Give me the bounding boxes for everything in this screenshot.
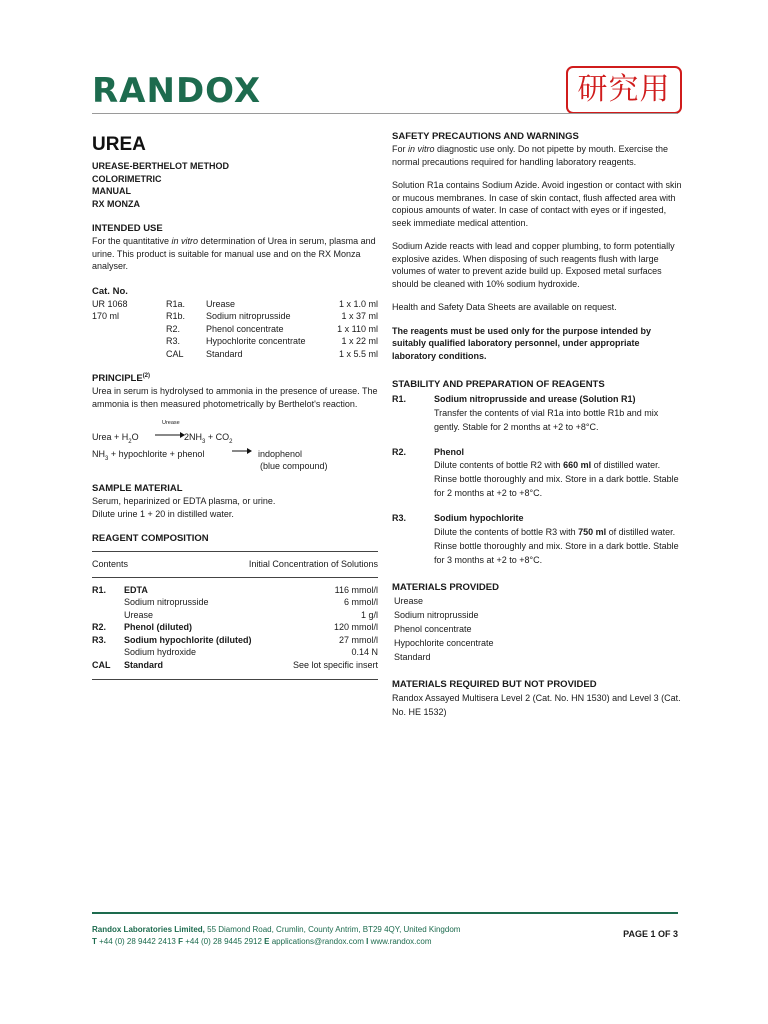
email-link[interactable]: applications@randox.com [269,937,367,946]
cat-item-qty: 1 x 37 ml [341,311,378,321]
eq1-catalyst: Urease [162,420,180,426]
table-row: Urease 1 g/l [124,609,378,620]
reaction-arrow-icon [155,430,185,438]
cat-code: UR 1068 [92,298,128,309]
safety-p3: Sodium Azide reacts with lead and copper plumbing, to form potentially explosive azides. When disposing of such reagents flush with large volumes of water to prevent azide build up. Exposed metal surfaces should be cleaned with 10% sodium hydroxide. [392,241,675,289]
table-row: Sodium hydroxide 0.14 N [124,647,378,657]
subtitle-line: MANUAL [92,186,131,196]
safety-heading: SAFETY PRECAUTIONS AND WARNINGS [392,131,579,142]
cat-item-id: R1a. [166,298,186,309]
left-column [92,134,378,680]
list-item: Urease [394,595,424,606]
reagent-code: R1. [392,394,407,404]
cat-table [92,298,378,361]
reagent-title: Sodium nitroprusside and urease (Solution R1) [434,394,636,404]
table-header [92,552,378,577]
cat-item-name: Hypochlorite concentrate [206,336,306,346]
list-item: Sodium nitroprusside [394,609,479,620]
materials-provided-list [392,594,682,664]
reaction-equation-2 [92,444,378,470]
footer-divider [92,912,678,914]
safety-p1: For in vitro diagnostic use only. Do not pipette by mouth. Exercise the normal precautions required for handling laboratory reagents. [392,144,668,167]
table-row: R3. Sodium hypochlorite (diluted) 27 mmol/l [92,634,378,645]
reagent-r3 [392,512,682,567]
cat-item-id: R3. [166,336,181,346]
table-row: R2. Phenol (diluted) 120 mmol/l [92,622,378,632]
eq2-product-note: (blue compound) [260,461,328,471]
cat-item-qty: 1 x 110 ml [337,323,378,334]
reagent-text: Transfer the contents of vial R1a into bottle R1b and mix gently. Stable for 2 months at +2 to +8°C. [434,407,659,432]
eq1-products: $2NH_3 + CO_2$ [184,432,233,445]
reagent-code: R2. [392,446,407,457]
reagent-r2 [392,446,682,501]
cat-row [92,348,378,361]
list-item: Standard [394,651,431,662]
principle-text: Urea in serum is hydrolysed to ammonia in the presence of urease. The ammonia is then measured photometrically by Berthelot's reaction. [92,386,378,409]
reaction-equation-1 [92,420,378,444]
page-title: UREA [92,134,146,155]
cat-item-qty: 1 x 22 ml [341,336,378,346]
sample-material-heading: SAMPLE MATERIAL [92,483,183,494]
table-row: Sodium nitroprusside 6 mmol/l [124,597,378,607]
cat-item-qty: 1 x 5.5 ml [338,348,378,359]
table-bottom-rule [92,679,378,680]
sample-line: Serum, heparinized or EDTA plasma, or urine. [92,496,276,506]
eq1-reactants: Urea + $H_2O$ [92,432,139,445]
research-use-stamp: 研究用 [566,66,682,114]
subtitle-line: COLORIMETRIC [92,173,162,184]
intended-use-heading: INTENDED USE [92,223,163,234]
cat-row [92,335,378,348]
randox-logo: RANDOX [92,71,262,111]
materials-required-text: Randox Assayed Multisera Level 2 (Cat. No. HN 1530) and Level 3 (Cat. No. HE 1532) [392,692,681,717]
materials-provided-heading: MATERIALS PROVIDED [392,581,499,593]
right-column [392,130,682,719]
reagent-composition-heading: REAGENT COMPOSITION [92,533,209,544]
list-item: Phenol concentrate [394,623,472,634]
materials-required-heading: MATERIALS REQUIRED BUT NOT PROVIDED [392,678,597,690]
sample-line: Dilute urine 1 + 20 in distilled water. [92,508,234,519]
method-subtitles [92,160,378,210]
website-link[interactable]: www.randox.com [368,937,432,946]
cat-row [92,298,378,311]
reagent-title: Sodium hypochlorite [434,513,524,523]
intended-use-text: For the quantitative in vitro determination of Urea in serum, plasma and urine. This product is suitable for manual use and on the RX Monza analyser. [92,236,376,271]
reaction-arrow-icon [232,447,252,455]
list-item: Hypochlorite concentrate [394,637,494,648]
cat-item-name: Urease [206,298,236,309]
composition-table [92,584,378,672]
safety-p4: Health and Safety Data Sheets are available on request. [392,302,617,312]
cat-item-id: R2. [166,323,181,334]
cat-item-id: CAL [166,348,184,359]
cat-row [92,323,378,336]
safety-p5: The reagents must be used only for the purpose intended by suitably qualified laboratory personnel, under appropriate laboratory conditions. [392,325,652,361]
reagent-title: Phenol [434,446,465,457]
page-number: PAGE 1 OF 3 [623,929,678,939]
cat-no-heading: Cat. No. [92,285,128,297]
cat-item-name: Phenol concentrate [206,323,284,334]
table-row: CAL Standard See lot specific insert [92,659,378,670]
subtitle-line: RX MONZA [92,198,140,209]
stability-heading: STABILITY AND PREPARATION OF REAGENTS [392,379,605,390]
cat-item-name: Sodium nitroprusside [206,311,291,321]
col-concentration: Initial Concentration of Solutions [248,559,378,569]
principle-heading: PRINCIPLE$^{(2)}$ [92,372,151,384]
safety-p2: Solution R1a contains Sodium Azide. Avoid ingestion or contact with skin or mucous membranes. In case of skin contact, flush affected area with copious amounts of water. In case of contact with eyes or if ingested, seek immediate medical attention. [392,180,682,228]
col-contents: Contents [92,559,129,569]
reagent-code: R3. [392,513,407,523]
cat-item-name: Standard [206,348,243,359]
header-divider [92,113,678,114]
cat-row [92,310,378,323]
subtitle-line: UREASE-BERTHELOT METHOD [92,161,229,171]
table-row: R1. EDTA 116 mmol/l [92,584,378,595]
reagent-text: Dilute contents of bottle R2 with 660 ml of distilled water. Rinse bottle thoroughly and mix. Store in a dark bottle. Stable for 2 months at +2 to +8°C. [434,460,679,498]
cat-size: 170 ml [92,311,120,321]
footer-address: Randox Laboratories Limited, 55 Diamond Road, Crumlin, County Antrim, BT29 4QY, United Kingdom T +44 (0) 28 9442 2413 F +44 (0) 28 9445 2912 E applications@randox.com I www.randox.com [92,925,461,946]
reagent-text: Dilute the contents of bottle R3 with 750 ml of distilled water. Rinse bottle thoroughly and mix. Store in a dark bottle. Stable for 3 months at +2 to +8°C. [434,526,679,565]
cat-item-id: R1b. [166,311,186,321]
eq2-product: indophenol [258,449,303,459]
reagent-r1 [392,393,682,434]
cat-item-qty: 1 x 1.0 ml [338,298,378,309]
eq2-reactants: $NH_3$ + hypochlorite + phenol [92,449,205,462]
